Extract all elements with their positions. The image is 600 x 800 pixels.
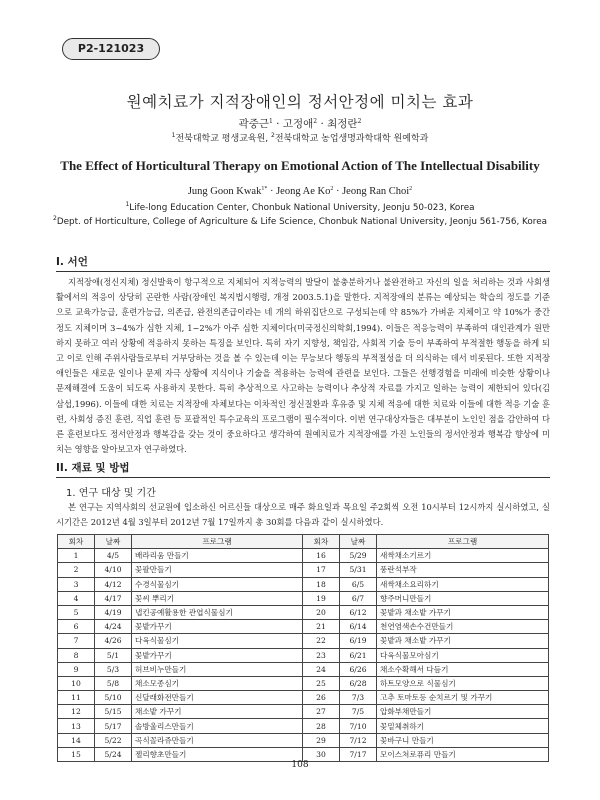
author-separator: · xyxy=(317,118,328,130)
program-cell: 꽃밭가꾸기 xyxy=(132,620,303,634)
session-cell: 27 xyxy=(303,705,340,719)
date-cell: 7/17 xyxy=(340,747,377,761)
table-row xyxy=(58,719,549,733)
header-session: 회차 xyxy=(303,535,340,549)
author-sup: 2 xyxy=(357,118,362,125)
date-cell: 6/12 xyxy=(340,605,377,619)
session-cell: 2 xyxy=(58,563,95,577)
korean-title: 원예치료가 지적장애인의 정서안정에 미치는 효과 xyxy=(126,93,474,111)
table-row xyxy=(58,549,549,563)
session-cell: 5 xyxy=(58,605,95,619)
program-cell: 배라리움 만들기 xyxy=(132,549,303,563)
program-cell: 새싹채소기르기 xyxy=(377,549,549,563)
session-cell: 13 xyxy=(58,719,95,733)
affiliation-text: 전북대학교 평생교육원, xyxy=(175,134,271,144)
program-cell: 천연염색손수건만들기 xyxy=(377,620,549,634)
program-cell: 새싹채소요리하기 xyxy=(377,577,549,591)
program-cell: 꽃팔만들기 xyxy=(132,563,303,577)
date-cell: 4/19 xyxy=(95,605,132,619)
date-cell: 7/3 xyxy=(340,691,377,705)
date-cell: 5/15 xyxy=(95,705,132,719)
session-cell: 30 xyxy=(303,747,340,761)
author-sup: 2 xyxy=(330,186,334,192)
program-cell: 꽃밭가꾸기 xyxy=(132,648,303,662)
program-cell: 채소수확해서 다듬기 xyxy=(377,662,549,676)
session-cell: 3 xyxy=(58,577,95,591)
program-cell: 꽃밭과 채소밭 가꾸기 xyxy=(377,605,549,619)
section-divider xyxy=(56,477,550,478)
date-cell: 6/26 xyxy=(340,662,377,676)
english-affiliation-1 xyxy=(0,203,600,213)
date-cell: 5/10 xyxy=(95,691,132,705)
methods-paragraph: 본 연구는 지역사회의 선교원에 입소하신 어르신들 대상으로 매주 화요일과 목요일 주2회씩 오전 10시부터 12시까지 실시하였고, 실시기간은 2012년 4월 3일부터 2012년 7월 17일까지 총 30회를 다음과 같이 실시하였다. xyxy=(56,502,550,528)
table-row xyxy=(58,620,549,634)
date-cell: 5/24 xyxy=(95,747,132,761)
program-cell: 곡식꼴라쥬만들기 xyxy=(132,733,303,747)
session-cell: 16 xyxy=(303,549,340,563)
table-row xyxy=(58,591,549,605)
program-cell: 하트모양으로 식물심기 xyxy=(377,676,549,690)
author-separator: · xyxy=(267,186,277,197)
session-cell: 15 xyxy=(58,747,95,761)
poster-code-badge: P2-121023 xyxy=(62,38,160,60)
english-affiliation-2 xyxy=(0,217,600,227)
program-cell: 젤리향초만들기 xyxy=(132,747,303,761)
date-cell: 5/3 xyxy=(95,662,132,676)
session-cell: 25 xyxy=(303,676,340,690)
date-cell: 4/5 xyxy=(95,549,132,563)
subsection-heading-subjects: 1. 연구 대상 및 기간 xyxy=(66,488,156,499)
table-row xyxy=(58,733,549,747)
author-name: 곽중근 xyxy=(238,118,270,130)
program-cell: 고추 토마토등 순치르기 및 가꾸기 xyxy=(377,691,549,705)
session-cell: 7 xyxy=(58,634,95,648)
date-cell: 6/5 xyxy=(340,577,377,591)
author-separator: · xyxy=(272,118,283,130)
table-row xyxy=(58,676,549,690)
session-cell: 17 xyxy=(303,563,340,577)
table-row xyxy=(58,691,549,705)
program-cell: 냅킨공예활용한 관엽식물심기 xyxy=(132,605,303,619)
korean-authors xyxy=(0,116,600,131)
author-sup: 1* xyxy=(261,186,268,192)
program-cell: 압화부채만들기 xyxy=(377,705,549,719)
session-cell: 20 xyxy=(303,605,340,619)
affiliation-text: Life-long Education Center, Chonbuk National University, Jeonju 50-023, Korea xyxy=(129,203,475,213)
date-cell: 5/17 xyxy=(95,719,132,733)
table-row xyxy=(58,577,549,591)
session-cell: 26 xyxy=(303,691,340,705)
section-heading-methods: II. 재료 및 방법 xyxy=(56,462,130,474)
author-sup: 1 xyxy=(269,118,273,125)
date-cell: 5/22 xyxy=(95,733,132,747)
schedule-table xyxy=(57,534,549,762)
program-cell: 채소모종심기 xyxy=(132,676,303,690)
session-cell: 24 xyxy=(303,662,340,676)
session-cell: 21 xyxy=(303,620,340,634)
header-date: 날짜 xyxy=(95,535,132,549)
date-cell: 4/10 xyxy=(95,563,132,577)
table-row xyxy=(58,705,549,719)
author-name: Jeong Ran Choi xyxy=(342,186,410,197)
section-divider xyxy=(56,271,550,272)
session-cell: 1 xyxy=(58,549,95,563)
date-cell: 4/24 xyxy=(95,620,132,634)
session-cell: 23 xyxy=(303,648,340,662)
author-name: 고정애 xyxy=(282,118,314,130)
date-cell: 6/14 xyxy=(340,620,377,634)
author-sup: 2 xyxy=(409,186,413,192)
table-row xyxy=(58,563,549,577)
session-cell: 8 xyxy=(58,648,95,662)
affiliation-sup: 1 xyxy=(125,201,130,208)
header-program: 프로그램 xyxy=(377,535,549,549)
session-cell: 14 xyxy=(58,733,95,747)
program-cell: 허브비누만들기 xyxy=(132,662,303,676)
date-cell: 6/21 xyxy=(340,648,377,662)
program-cell: 수경식물심기 xyxy=(132,577,303,591)
session-cell: 12 xyxy=(58,705,95,719)
affiliation-text: 전북대학교 농업생명과학대학 원예학과 xyxy=(274,134,429,144)
program-cell: 꽃밭과 채소밭 가꾸기 xyxy=(377,634,549,648)
session-cell: 10 xyxy=(58,676,95,690)
header-date: 날짜 xyxy=(340,535,377,549)
date-cell: 4/17 xyxy=(95,591,132,605)
date-cell: 6/28 xyxy=(340,676,377,690)
affiliation-text: Dept. of Horticulture, College of Agriculture & Life Science, Chonbuk National University, Jeonju 561-756, Korea xyxy=(56,217,547,227)
program-cell: 꽃씨 뿌리기 xyxy=(132,591,303,605)
author-separator: · xyxy=(333,186,343,197)
korean-affiliation xyxy=(0,131,600,144)
date-cell: 7/5 xyxy=(340,705,377,719)
table-row xyxy=(58,662,549,676)
session-cell: 28 xyxy=(303,719,340,733)
author-name: Jung Goon Kwak xyxy=(187,186,262,197)
program-cell: 신달래화전만들기 xyxy=(132,691,303,705)
date-cell: 7/12 xyxy=(340,733,377,747)
date-cell: 5/29 xyxy=(340,549,377,563)
date-cell: 5/8 xyxy=(95,676,132,690)
author-name: Jeong Ae Ko xyxy=(276,186,331,197)
page-number: 108 xyxy=(291,760,309,770)
session-cell: 9 xyxy=(58,662,95,676)
english-authors xyxy=(0,186,600,197)
session-cell: 19 xyxy=(303,591,340,605)
program-cell: 풍란석부작 xyxy=(377,563,549,577)
session-cell: 4 xyxy=(58,591,95,605)
session-cell: 11 xyxy=(58,691,95,705)
author-sup: 2 xyxy=(313,118,318,125)
affiliation-sup: 1 xyxy=(171,132,176,139)
date-cell: 6/19 xyxy=(340,634,377,648)
session-cell: 18 xyxy=(303,577,340,591)
program-cell: 다육식물심기 xyxy=(132,634,303,648)
program-cell: 꽃바구니 만들기 xyxy=(377,733,549,747)
section-heading-introduction: I. 서언 xyxy=(56,256,88,268)
session-cell: 6 xyxy=(58,620,95,634)
date-cell: 4/26 xyxy=(95,634,132,648)
english-title: The Effect of Horticultural Therapy on Emotional Action of The Intellectual Disability xyxy=(60,158,540,173)
header-program: 프로그램 xyxy=(132,535,303,549)
table-row xyxy=(58,605,549,619)
program-cell: 꽃밑체취하기 xyxy=(377,719,549,733)
header-session: 회차 xyxy=(58,535,95,549)
date-cell: 5/1 xyxy=(95,648,132,662)
program-cell: 채소밭 가꾸기 xyxy=(132,705,303,719)
table-row xyxy=(58,634,549,648)
program-cell: 향주머니만들기 xyxy=(377,591,549,605)
affiliation-sup: 2 xyxy=(52,215,57,222)
date-cell: 7/10 xyxy=(340,719,377,733)
date-cell: 5/31 xyxy=(340,563,377,577)
table-header-row xyxy=(58,535,549,549)
session-cell: 29 xyxy=(303,733,340,747)
table-row xyxy=(58,648,549,662)
session-cell: 22 xyxy=(303,634,340,648)
date-cell: 4/12 xyxy=(95,577,132,591)
program-cell: 모이스쳐로퓨리 만들기 xyxy=(377,747,549,761)
author-name: 최정란 xyxy=(327,118,358,130)
affiliation-sup: 2 xyxy=(271,132,275,139)
introduction-paragraph: 지적장애(정신지체) 정신발육이 항구적으로 지체되어 지적능력의 발달이 불충분하거나 불완전하고 자신의 일을 처리하는 것과 사회생활에서의 적응이 상당히 곤란한 사람(장애인 복지법시행령, 개정 2003.5.1)을 말한다. 지적장애의 분류는 예상되는 학습의 정도를 기준으로 교육가능급, 훈련가능급, 의존급, 완전의존급이라는 네 개의 하위집단으로 구성되는데 약 85%가 가벼운 지체이고 약 10%가 중간 정도 지체이며 3~4%가 심한 지체, 1~2%가 아주 심한 지체이다(미국정신의학회,1994). 이들은 적응능력이 부족하여 대인관계가 원만하지 못하고 여러 상황에 적응하지 못하는 특징을 보인다. 특히 자기 지향성, 책임감, 사회적 기술 등이 부족하여 부적절한 행동을 하게 되고 이로 인해 주위사람들로부터 거부당하는 것을 볼 수 있는데 이는 무능보다 행동의 부적절성을 더 의식하는 데서 비롯된다. 또한 지적장애인들은 새로운 일이나 문제 자극 상황에 지식이나 기술을 적용하는 능력에 관련을 보인다. 그들은 선행경험을 미래에 비슷한 상황이나 문제해결에 도움이 되도록 사용하지 못한다. 특히 추상적으로 사고하는 능력이나 추상적 자료를 가지고 일하는 능력이 제한되어 있다(김삼섭,1996). 이들에 대한 치료는 지적장애 자체보다는 이차적인 정신질환과 후유증 및 지체 적응에 대한 치료와 이들에 대한 적응 기술 훈련, 사회성 증진 훈련, 직업 훈련 등 포괄적인 특수교육의 프로그램이 필수적이다. 이번 연구대상자들은 대부분이 노인인 점을 감안하여 다른 훈련보다도 정서안정과 행복감을 갖는 것이 중요하다고 생각하여 원예치료가 지적장애를 가진 노인들의 정서안정과 행복감 향상에 미치는 영향을 알아보고자 연구하였다. xyxy=(56,277,550,455)
date-cell: 6/7 xyxy=(340,591,377,605)
program-cell: 다육식물모아심기 xyxy=(377,648,549,662)
program-cell: 솔방울리스만들기 xyxy=(132,719,303,733)
